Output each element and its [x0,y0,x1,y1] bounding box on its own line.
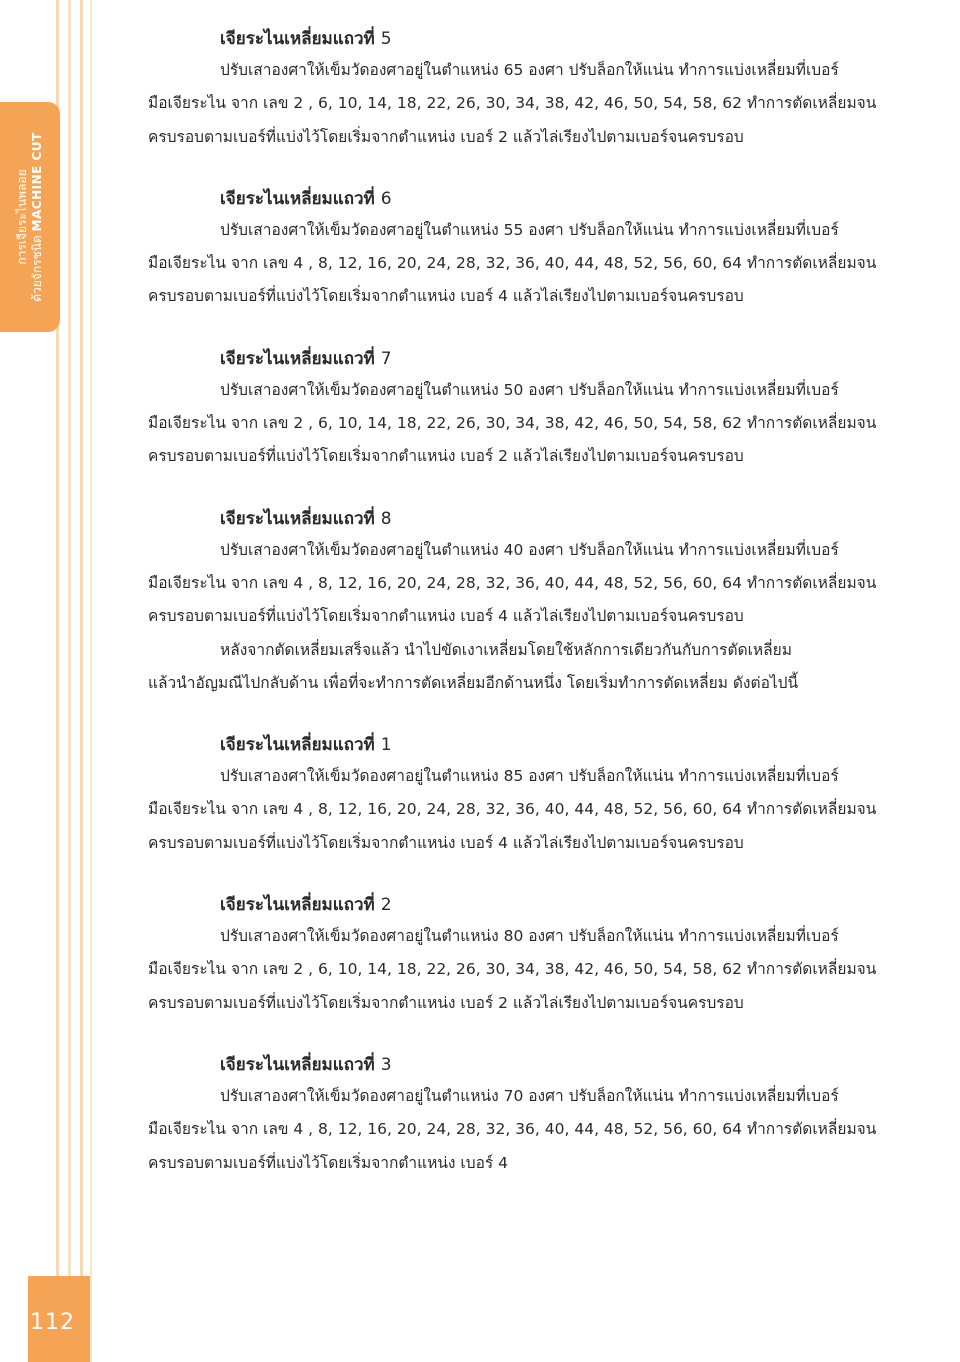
margin-line [90,0,92,1362]
chapter-title-line2 [30,102,45,332]
section-heading-number: 6 [380,188,392,209]
section-row-3 [148,1050,928,1180]
section-heading-number: 3 [380,1054,392,1075]
section-row-5 [148,24,928,154]
section-heading-text: เจียระไนเหลี่ยมแถวที่ [220,735,375,756]
paragraph-line: ปรับเสาองศาให้เข็มวัดองศาอยู่ในตำแหน่ง 40 องศา ปรับล็อกให้แน่น ทำการแบ่งเหลี่ยมที่เบอร์ [220,540,839,559]
paragraph-line: มือเจียระไน จาก เลข 4 , 8, 12, 16, 20, 24, 28, 32, 36, 40, 44, 48, 52, 56, 60, 64 ทำการตัดเหลี่ยมจน [148,800,877,819]
chapter-title-line1: การเจียระไนพลอย [15,169,29,265]
section-paragraph [148,54,928,154]
section-row-6 [148,184,928,314]
paragraph-line: ครบรอบตามเบอร์ที่แบ่งไว้โดยเริ่มจากตำแหน่ง เบอร์ 4 แล้วไล่เรียงไปตามเบอร์จนครบรอบ [148,287,744,306]
paragraph-line: ปรับเสาองศาให้เข็มวัดองศาอยู่ในตำแหน่ง 85 องศา ปรับล็อกให้แน่น ทำการแบ่งเหลี่ยมที่เบอร์ [220,767,839,786]
paragraph-line: ปรับเสาองศาให้เข็มวัดองศาอยู่ในตำแหน่ง 55 องศา ปรับล็อกให้แน่น ทำการแบ่งเหลี่ยมที่เบอร์ [220,220,839,239]
section-heading-text: เจียระไนเหลี่ยมแถวที่ [220,188,375,209]
paragraph-line: มือเจียระไน จาก เลข 4 , 8, 12, 16, 20, 24, 28, 32, 36, 40, 44, 48, 52, 56, 60, 64 ทำการตัดเหลี่ยมจน [148,1120,877,1139]
chapter-side-tab-text [15,102,45,332]
paragraph-line: มือเจียระไน จาก เลข 4 , 8, 12, 16, 20, 24, 28, 32, 36, 40, 44, 48, 52, 56, 60, 64 ทำการตัดเหลี่ยมจน [148,573,877,592]
paragraph-line: ครบรอบตามเบอร์ที่แบ่งไว้โดยเริ่มจากตำแหน่ง เบอร์ 4 แล้วไล่เรียงไปตามเบอร์จนครบรอบ [148,607,744,626]
paragraph-line: ปรับเสาองศาให้เข็มวัดองศาอยู่ในตำแหน่ง 65 องศา ปรับล็อกให้แน่น ทำการแบ่งเหลี่ยมที่เบอร์ [220,61,839,79]
section-heading [148,1050,928,1080]
paragraph-line: มือเจียระไน จาก เลข 2 , 6, 10, 14, 18, 22, 26, 30, 34, 38, 42, 46, 50, 54, 58, 62 ทำการตัดเหลี่ยมจน [148,414,877,433]
section-heading [148,890,928,920]
section-heading-number: 2 [380,895,392,916]
section-heading-number: 7 [380,348,392,369]
paragraph-line: ปรับเสาองศาให้เข็มวัดองศาอยู่ในตำแหน่ง 50 องศา ปรับล็อกให้แน่น ทำการแบ่งเหลี่ยมที่เบอร์ [220,380,839,399]
section-paragraph [148,534,928,634]
section-heading [148,184,928,214]
paragraph-line: ปรับเสาองศาให้เข็มวัดองศาอยู่ในตำแหน่ง 80 องศา ปรับล็อกให้แน่น ทำการแบ่งเหลี่ยมที่เบอร์ [220,927,839,946]
paragraph-line: ครบรอบตามเบอร์ที่แบ่งไว้โดยเริ่มจากตำแหน่ง เบอร์ 4 [148,1153,508,1172]
paragraph-line: มือเจียระไน จาก เลข 2 , 6, 10, 14, 18, 22, 26, 30, 34, 38, 42, 46, 50, 54, 58, 62 ทำการตัดเหลี่ยมจน [148,94,877,113]
section-heading [148,730,928,760]
paragraph-line: มือเจียระไน จาก เลข 2 , 6, 10, 14, 18, 22, 26, 30, 34, 38, 42, 46, 50, 54, 58, 62 ทำการตัดเหลี่ยมจน [148,960,877,979]
section-paragraph [148,760,928,860]
section-heading-text: เจียระไนเหลี่ยมแถวที่ [220,895,375,916]
paragraph-line: แล้วนำอัญมณีไปกลับด้าน เพื่อที่จะทำการตัดเหลี่ยมอีกด้านหนึ่ง โดยเริ่มทำการตัดเหลี่ยม ดังต่อไปนี้ [148,673,799,692]
paragraph-line: ปรับเสาองศาให้เข็มวัดองศาอยู่ในตำแหน่ง 70 องศา ปรับล็อกให้แน่น ทำการแบ่งเหลี่ยมที่เบอร์ [220,1086,839,1105]
margin-line [80,0,83,1362]
section-heading [148,504,928,534]
section-row-7 [148,344,928,474]
chapter-title-english: MACHINE CUT [30,132,44,232]
section-paragraph [148,634,928,701]
margin-line [68,0,71,1362]
paragraph-line: มือเจียระไน จาก เลข 4 , 8, 12, 16, 20, 24, 28, 32, 36, 40, 44, 48, 52, 56, 60, 64 ทำการตัดเหลี่ยมจน [148,254,877,273]
page-number: 112 [30,1310,75,1335]
section-heading [148,24,928,54]
section-paragraph [148,374,928,474]
paragraph-line: ครบรอบตามเบอร์ที่แบ่งไว้โดยเริ่มจากตำแหน่ง เบอร์ 2 แล้วไล่เรียงไปตามเบอร์จนครบรอบ [148,127,744,146]
section-heading [148,344,928,374]
paragraph-line: ครบรอบตามเบอร์ที่แบ่งไว้โดยเริ่มจากตำแหน่ง เบอร์ 2 แล้วไล่เรียงไปตามเบอร์จนครบรอบ [148,447,744,466]
section-heading-number: 8 [380,508,392,529]
section-heading-text: เจียระไนเหลี่ยมแถวที่ [220,508,375,529]
section-heading-text: เจียระไนเหลี่ยมแถวที่ [220,348,375,369]
section-heading-number: 1 [380,735,392,756]
section-heading-text: เจียระไนเหลี่ยมแถวที่ [220,29,375,49]
section-paragraph [148,1080,928,1180]
chapter-title-thai: ด้วยจักรชนิด [30,235,44,302]
section-paragraph [148,920,928,1020]
section-row-1 [148,730,928,860]
paragraph-line: หลังจากตัดเหลี่ยมเสร็จแล้ว นำไปขัดเงาเหลี่ยมโดยใช้หลักการเดียวกันกับการตัดเหลี่ยม [220,640,792,659]
section-paragraph [148,214,928,314]
page-content [148,24,928,1210]
section-heading-text: เจียระไนเหลี่ยมแถวที่ [220,1054,375,1075]
paragraph-line: ครบรอบตามเบอร์ที่แบ่งไว้โดยเริ่มจากตำแหน่ง เบอร์ 2 แล้วไล่เรียงไปตามเบอร์จนครบรอบ [148,993,744,1012]
section-heading-number: 5 [380,29,392,49]
section-row-2 [148,890,928,1020]
section-row-8 [148,504,928,700]
paragraph-line: ครบรอบตามเบอร์ที่แบ่งไว้โดยเริ่มจากตำแหน่ง เบอร์ 4 แล้วไล่เรียงไปตามเบอร์จนครบรอบ [148,833,744,852]
